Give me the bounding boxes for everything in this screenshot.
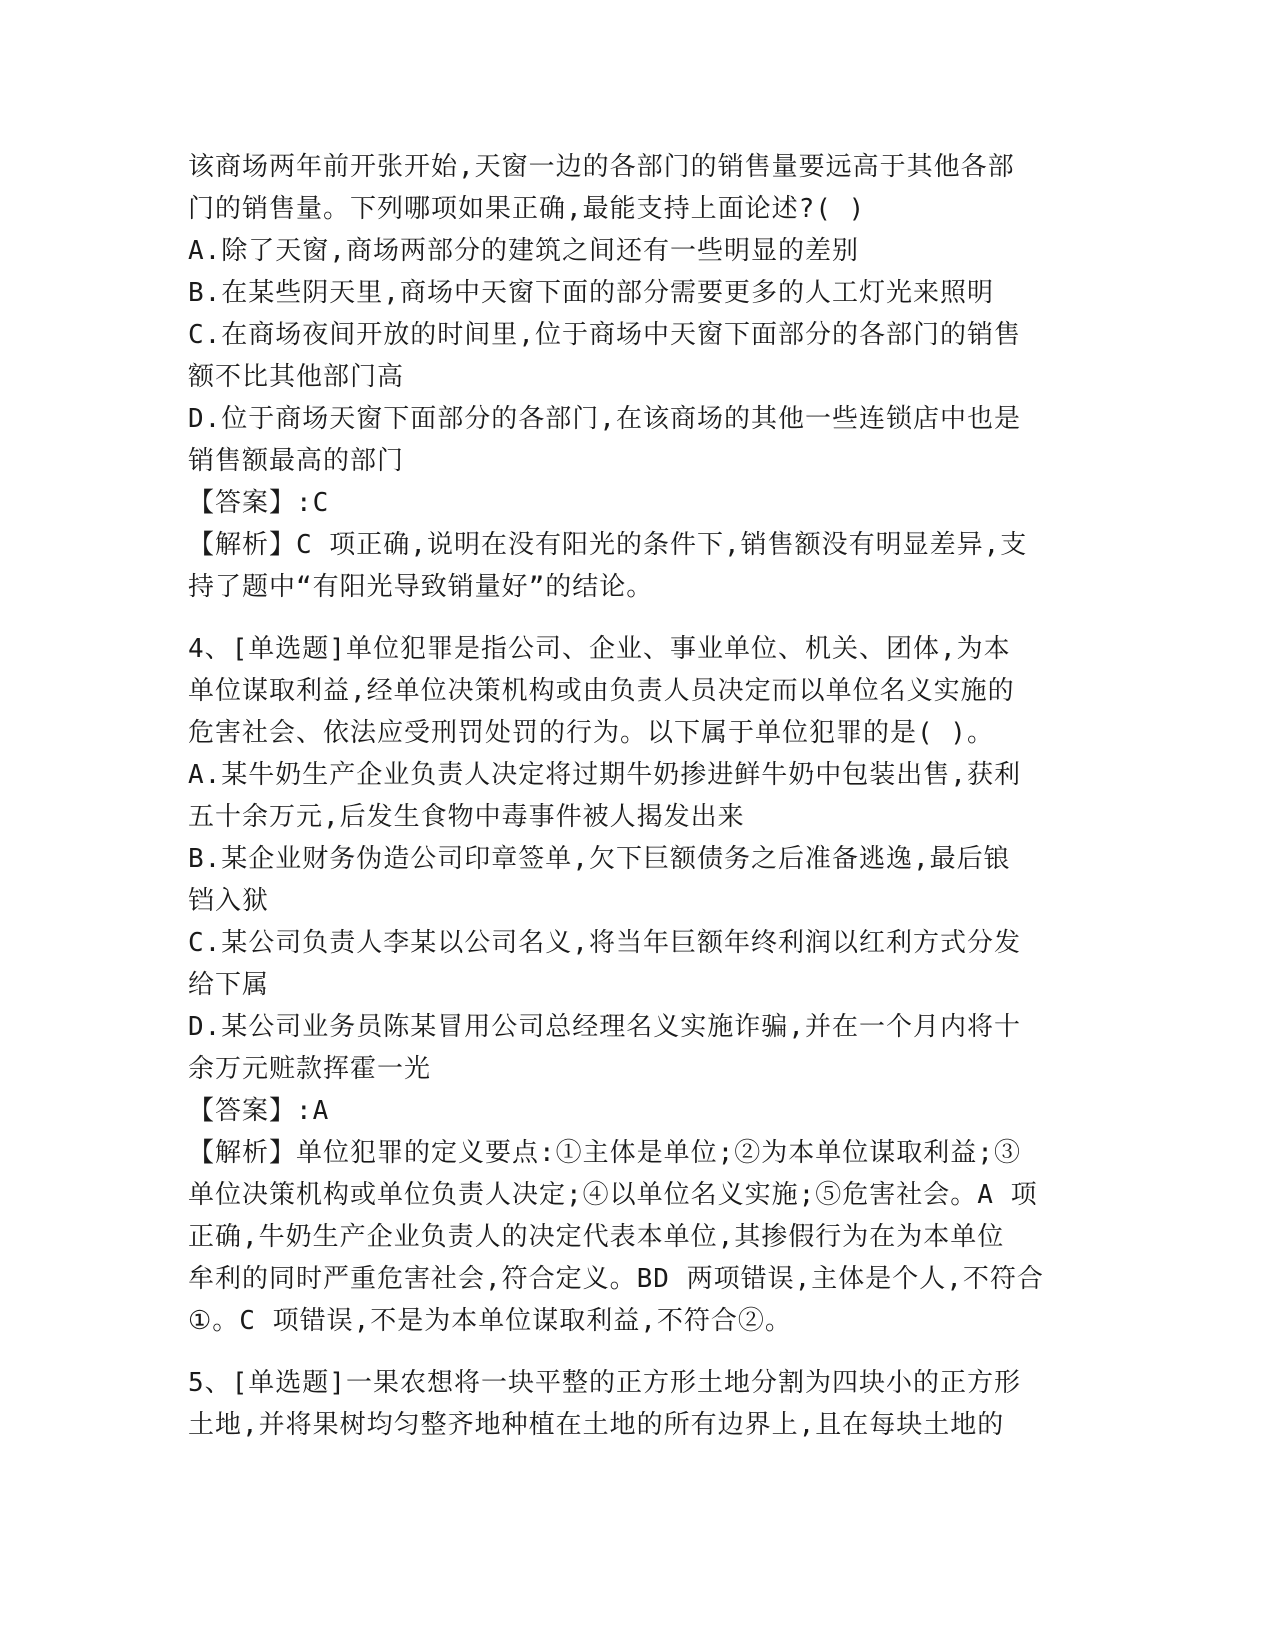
question-4 (188, 628, 1088, 1342)
question-3 (188, 146, 1088, 608)
option-a: A.某牛奶生产企业负责人决定将过期牛奶掺进鲜牛奶中包装出售,获利 (188, 760, 1021, 790)
question-stem-line: 土地,并将果树均匀整齐地种植在土地的所有边界上,且在每块土地的 (188, 1410, 1005, 1440)
option-b-continued: 铛入狱 (188, 886, 270, 916)
analysis-line: 单位决策机构或单位负责人决定;④以单位名义实施;⑤危害社会。A 项 (188, 1180, 1038, 1210)
question-stem-line: 5、[单选题]一果农想将一块平整的正方形土地分割为四块小的正方形 (188, 1368, 1021, 1398)
answer: 【答案】:A (188, 1096, 330, 1126)
option-d-continued: 销售额最高的部门 (188, 446, 405, 476)
question-5 (188, 1362, 1088, 1446)
option-c-continued: 额不比其他部门高 (188, 362, 405, 392)
analysis-line: 【解析】C 项正确,说明在没有阳光的条件下,销售额没有明显差异,支 (188, 530, 1028, 560)
question-stem-line: 4、[单选题]单位犯罪是指公司、企业、事业单位、机关、团体,为本 (188, 634, 1011, 664)
analysis-line: 【解析】单位犯罪的定义要点:①主体是单位;②为本单位谋取利益;③ (188, 1138, 1021, 1168)
analysis-line: ①。C 项错误,不是为本单位谋取利益,不符合②。 (188, 1306, 792, 1336)
document-page (188, 146, 1088, 1446)
question-stem-line: 单位谋取利益,经单位决策机构或由负责人员决定而以单位名义实施的 (188, 676, 1015, 706)
option-a: A.除了天窗,商场两部分的建筑之间还有一些明显的差别 (188, 236, 859, 266)
option-a-continued: 五十余万元,后发生食物中毒事件被人揭发出来 (188, 802, 745, 832)
analysis-line: 正确,牛奶生产企业负责人的决定代表本单位,其掺假行为在为本单位 (188, 1222, 1005, 1252)
option-d: D.位于商场天窗下面部分的各部门,在该商场的其他一些连锁店中也是 (188, 404, 1021, 434)
option-b: B.某企业财务伪造公司印章签单,欠下巨额债务之后准备逃逸,最后锒 (188, 844, 1011, 874)
analysis-line: 牟利的同时严重危害社会,符合定义。BD 两项错误,主体是个人,不符合 (188, 1264, 1044, 1294)
answer: 【答案】:C (188, 488, 330, 518)
question-stem-line: 门的销售量。下列哪项如果正确,最能支持上面论述?( ) (188, 194, 866, 224)
question-stem-line: 该商场两年前开张开始,天窗一边的各部门的销售量要远高于其他各部 (188, 152, 1015, 182)
option-d: D.某公司业务员陈某冒用公司总经理名义实施诈骗,并在一个月内将十 (188, 1012, 1021, 1042)
question-stem-line: 危害社会、依法应受刑罚处罚的行为。以下属于单位犯罪的是( )。 (188, 718, 994, 748)
option-b: B.在某些阴天里,商场中天窗下面的部分需要更多的人工灯光来照明 (188, 278, 994, 308)
option-c-continued: 给下属 (188, 970, 270, 1000)
option-c: C.某公司负责人李某以公司名义,将当年巨额年终利润以红利方式分发 (188, 928, 1021, 958)
analysis-line: 持了题中“有阳光导致销量好”的结论。 (188, 572, 654, 602)
option-d-continued: 余万元赃款挥霍一光 (188, 1054, 432, 1084)
option-c: C.在商场夜间开放的时间里,位于商场中天窗下面部分的各部门的销售 (188, 320, 1021, 350)
